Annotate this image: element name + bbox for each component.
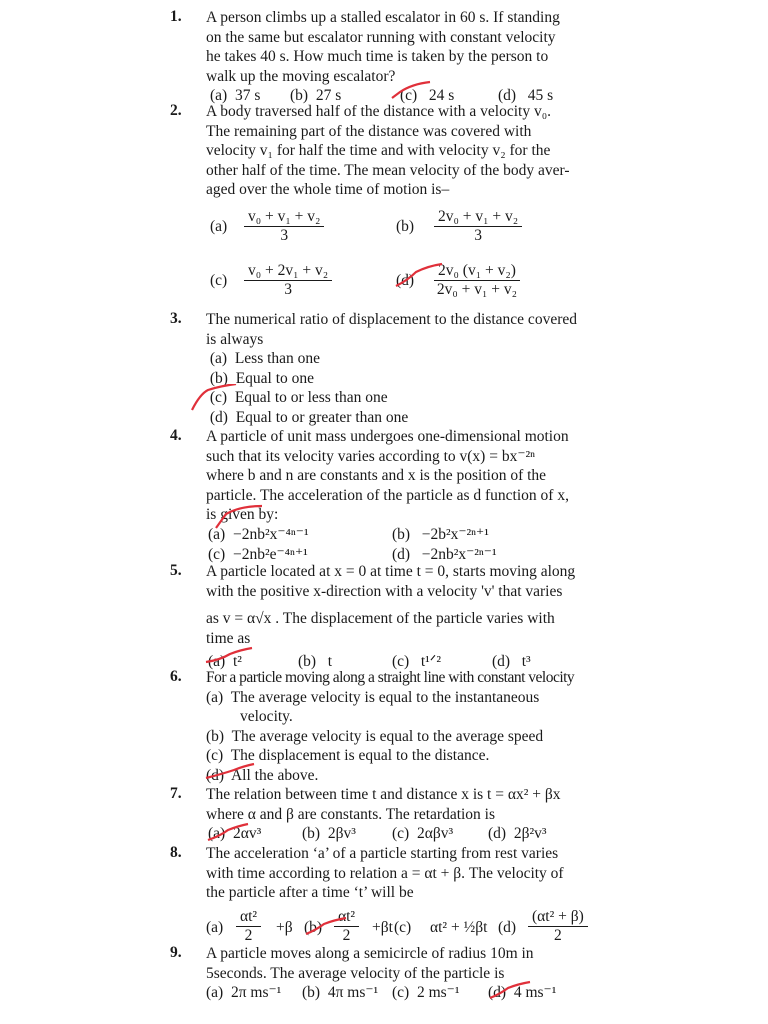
- question-text-line: The relation between time t and distance x is t = αx² + βx: [206, 786, 561, 803]
- question-text-line: is always: [206, 330, 264, 348]
- question-text-line: walk up the moving escalator?: [206, 67, 396, 85]
- question-text-line: with the positive x-direction with a velocity 'v' that varies: [206, 582, 563, 600]
- option-a-tail: +β: [276, 919, 293, 936]
- question-text-line: A person climbs up a stalled escalator in 60 s. If standing: [206, 9, 560, 26]
- question-text-line: 5seconds. The average velocity of the particle is: [206, 964, 505, 982]
- option-a: (a) 2αv³: [208, 825, 262, 842]
- option-a-fraction: $\frac{\text{v₀ + v₁ + v₂}}{3}$: [244, 208, 324, 245]
- option-d: (d) t³: [492, 653, 531, 670]
- option-c: (c) The displacement is equal to the distance.: [206, 747, 490, 764]
- option-c: (c) 2 ms⁻¹: [392, 984, 460, 1001]
- question-text-line: A particle moves along a semicircle of radius 10m in: [206, 945, 534, 962]
- option-b-label: (b): [396, 218, 415, 235]
- question-text-line: The numerical ratio of displacement to the distance covered: [206, 311, 577, 328]
- option-a: (a) The average velocity is equal to the instantaneous: [206, 688, 540, 706]
- option-c: (c) t¹ᐟ²: [392, 653, 441, 670]
- option-d: (d) All the above.: [206, 766, 319, 784]
- question-text-line: the particle after a time ‘t’ will be: [206, 884, 414, 901]
- option-b: (b) The average velocity is equal to the average speed: [206, 727, 544, 745]
- question-text-line: time as: [206, 629, 251, 647]
- question-text-line: particle. The acceleration of the particle as d function of x,: [206, 486, 569, 504]
- question-number: 3.: [170, 310, 182, 327]
- option-b: (b) −2b²x⁻²ⁿ⁺¹: [392, 525, 489, 543]
- question-number: 7.: [170, 785, 182, 802]
- option-c: (c) Equal to or less than one: [209, 389, 388, 406]
- question-text-line: where α and β are constants. The retardation is: [206, 805, 496, 823]
- option-d: (d) 45 s: [498, 87, 554, 104]
- question-number: 1.: [170, 8, 182, 25]
- option-a-label: (a): [210, 218, 228, 235]
- question-text-line: velocity v₁ for half the time and with velocity v₂ for the: [206, 142, 551, 159]
- question-number: 5.: [170, 562, 182, 579]
- option-c-text: αt² + ½βt: [430, 919, 488, 936]
- option-d-label: (d): [396, 272, 415, 289]
- option-a: (a) 2π ms⁻¹: [206, 984, 282, 1001]
- question-number: 4.: [170, 427, 182, 444]
- option-d: (d) Equal to or greater than one: [209, 408, 409, 426]
- option-c: (c) 2αβv³: [392, 825, 454, 842]
- option-b-label: (b): [304, 919, 323, 936]
- question-text-line: A particle of unit mass undergoes one-dimensional motion: [206, 428, 569, 445]
- question-text-line: other half of the time. The mean velocity of the body aver-: [206, 161, 570, 179]
- question-text-line: For a particle moving along a straight line with constant velocity: [206, 669, 575, 686]
- question-text-line: is given by:: [206, 506, 279, 523]
- question-number: 9.: [170, 944, 182, 961]
- question-text-line: The remaining part of the distance was covered with: [206, 122, 532, 140]
- question-text-line: where b and n are constants and x is the position of the: [206, 467, 547, 484]
- option-b-fraction: $\frac{\text{2v₀ + v₁ + v₂}}{3}$: [434, 208, 522, 245]
- option-b: (b) 2βv³: [302, 825, 356, 842]
- question-text-line: on the same but escalator running with constant velocity: [206, 28, 556, 46]
- question-text-line: with time according to relation a = αt + β. The velocity of: [206, 864, 564, 882]
- option-a-continued: velocity.: [240, 708, 293, 725]
- option-a-label: (a): [206, 919, 224, 936]
- option-b: (b) t: [298, 653, 333, 670]
- question-number: 8.: [170, 844, 182, 861]
- option-c: (c) −2nb²e⁻⁴ⁿ⁺¹: [208, 545, 308, 563]
- question-text-line: A body traversed half of the distance with a velocity v₀.: [206, 103, 552, 120]
- question-text-line: such that its velocity varies according to v(x) = bx⁻²ⁿ: [206, 447, 536, 465]
- question-text-line: aged over the whole time of motion is–: [206, 181, 450, 198]
- question-text-line: as v = α√x . The displacement of the particle varies with: [206, 610, 555, 627]
- option-d: (d) 2β²v³: [488, 825, 547, 842]
- option-b: (b) 27 s: [290, 87, 342, 104]
- question-number: 2.: [170, 102, 182, 119]
- option-b: (b) Equal to one: [209, 369, 315, 387]
- option-a: (a) t²: [208, 653, 242, 670]
- question-number: 6.: [170, 668, 182, 685]
- question-text-line: he takes 40 s. How much time is taken by the person to: [206, 48, 549, 65]
- option-b: (b) 4π ms⁻¹: [302, 984, 379, 1001]
- option-a: (a) 37 s: [210, 87, 261, 104]
- option-a: (a) Less than one: [209, 350, 321, 367]
- option-a-fraction: $\frac{\text{αt²}}{2}$: [236, 908, 261, 945]
- option-d: (d) −2nb²x⁻²ⁿ⁻¹: [392, 545, 497, 563]
- option-a: (a) −2nb²x⁻⁴ⁿ⁻¹: [208, 525, 309, 543]
- question-text-line: The acceleration ‘a’ of a particle starting from rest varies: [206, 845, 559, 862]
- option-d-fraction: $\frac{\text{2v₀ (v₁ + v₂)}}{\text{2v₀ + v₁ + v₂}}$: [434, 262, 520, 299]
- option-c-label: (c): [394, 919, 412, 936]
- option-d-fraction: $\frac{\text{(αt² + β)}}{2}$: [528, 908, 588, 945]
- question-text-line: A particle located at x = 0 at time t = 0, starts moving along: [206, 563, 576, 580]
- option-c-fraction: $\frac{\text{v₀ + 2v₁ + v₂}}{3}$: [244, 262, 332, 299]
- option-d: (d) 4 ms⁻¹: [488, 984, 557, 1001]
- option-c-label: (c): [210, 272, 228, 289]
- option-d-label: (d): [498, 919, 517, 936]
- option-b-tail: +βt: [372, 919, 393, 936]
- option-c: (c) 24 s: [400, 87, 455, 104]
- option-b-fraction: $\frac{\text{αt²}}{2}$: [334, 908, 359, 945]
